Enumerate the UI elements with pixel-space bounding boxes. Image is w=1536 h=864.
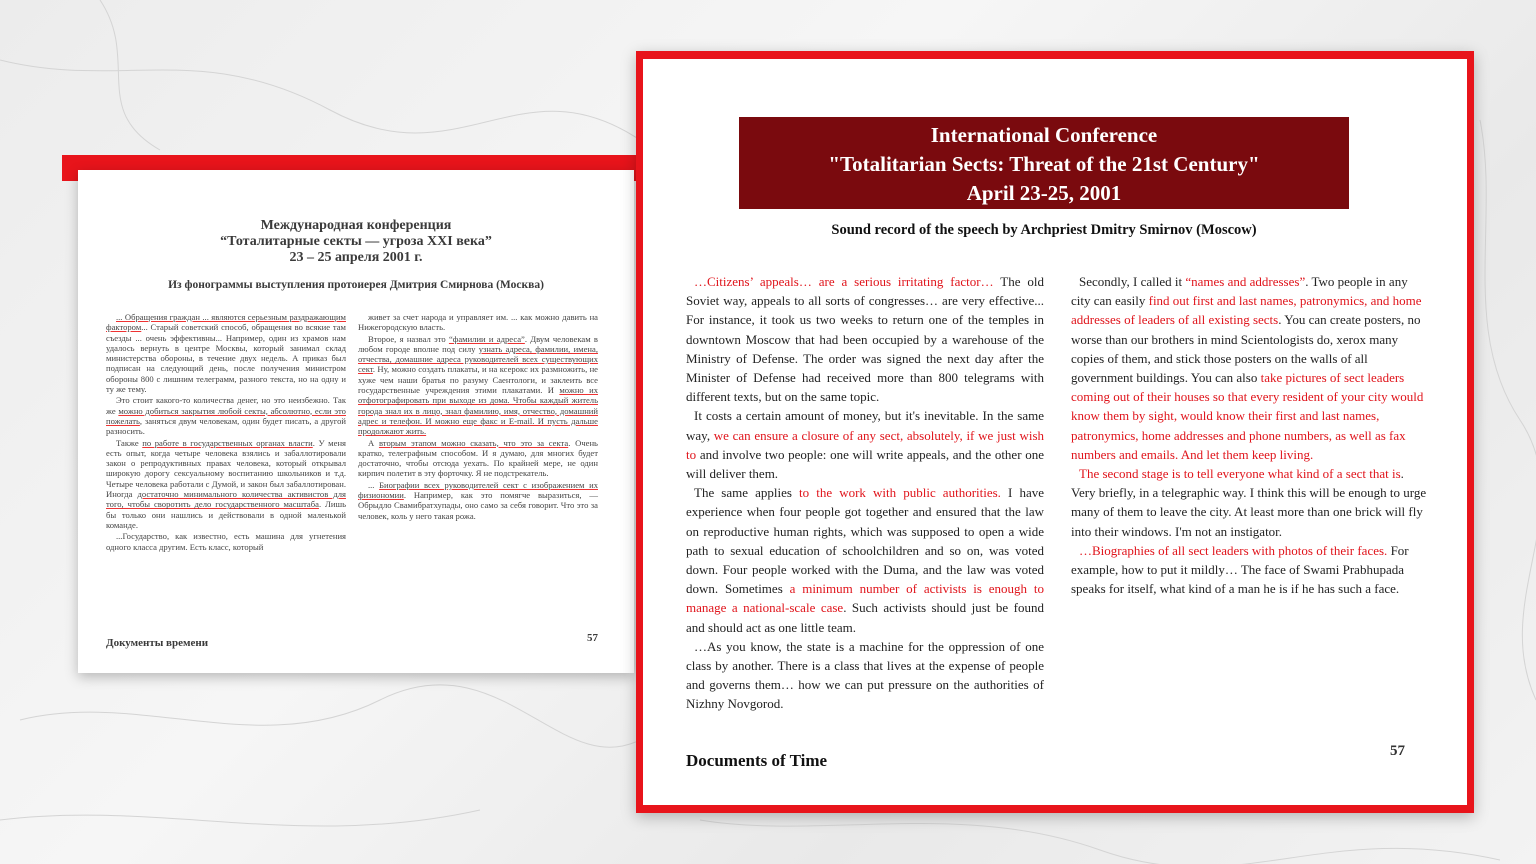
ru-highlight: достаточно минимального количества активистов для того, чтобы своротить дело государственного масштаба — [106, 489, 346, 510]
ru-paragraph — [106, 438, 346, 531]
en-text: . Two people in any city can easily — [1071, 274, 1408, 309]
conference-banner — [739, 117, 1349, 209]
ru-text: живет за счет народа и управляет им. ... как можно давить на Нижегородскую власть. — [358, 312, 598, 333]
en-page-footer: Documents of Time — [686, 751, 828, 770]
ru-paragraph — [106, 395, 346, 436]
en-paragraph — [686, 483, 1044, 637]
ru-text: Также — [116, 437, 143, 448]
en-highlight: we can ensure a closure of any sect, absolutely, if we just wish to — [686, 427, 1044, 462]
en-paragraph — [1071, 272, 1429, 464]
ru-highlight: Биографии всех руководителей сект с изображением их физиономии — [358, 479, 598, 501]
en-highlight: “names and addresses” — [1185, 274, 1306, 289]
ru-column-left — [106, 312, 346, 553]
en-text: …As you know, the state is a machine for the oppression of one class by another. There is a class that lives at the expense of people and governs them… how we can put pressure on the authorities of Nizhny Novgorod. — [686, 638, 1044, 712]
en-highlight: …Biographies of all sect leaders with photos of their faces. — [1079, 542, 1388, 558]
ru-column-right — [358, 312, 598, 522]
en-text: . Very briefly, in a telegraphic way. I think this will be enough to urge many of them to leave the city. At least more than one brick will fly into their windows. I'm not an instigator. — [1071, 466, 1427, 539]
ru-highlight: вторым этапом можно сказать, что это за секта — [378, 437, 569, 448]
ru-page-footer: Документы времени — [106, 637, 209, 649]
ru-paragraph — [358, 334, 598, 437]
ru-text: ...Государство, как известно, есть машина для угнетения одного класса другим. Есть класс, который — [106, 531, 346, 552]
russian-page — [78, 170, 634, 673]
ru-highlight: можно их отфотографировать при выходе из дома. Чтобы каждый житель города знал их в лицо, знал фамилию, имя, отчество, домашний адрес и телефон. И можно еще факс и E-mail. И пусть дальше продолжают жить. — [358, 385, 598, 437]
en-text: The same applies — [694, 485, 800, 501]
ru-subtitle: Из фонограммы выступления протоиерея Дмитрия Смирнова (Москва) — [168, 279, 544, 291]
ru-paragraph — [106, 531, 346, 552]
en-column-right — [1071, 272, 1429, 598]
ru-text: . Например, как это помягче выразиться, — Обрыдло Свамибратхупады, оно само за себя говорит. Что это за человек, коль у него такая рожа. — [358, 490, 598, 521]
en-text: For example, how to put it mildly… The face of Swami Prabhupada speaks for itself, what kind of a man he is if he has such a face. — [1071, 542, 1409, 597]
ru-highlight: узнать адреса, фамилии, имена, отчества, домашние адреса руководителей всех существующих сект — [358, 343, 598, 375]
ru-text: Это стоит какого-то количества денег, но это неизбежно. Так же — [106, 395, 346, 416]
en-text: . Such activists should just be found and should act as one little team. — [686, 600, 1044, 635]
en-text: The old Soviet way, appeals to all sorts of congresses… are very effective... For instance, it took us two weeks to return one of the temples in downtown Moscow that had been occupied by a warehouse of the Ministry of Defense. The order was signed the next day after the Minister of Defense had received more than 800 telegrams with different texts, but on the same topic. — [686, 274, 1044, 405]
en-text: Secondly, I called it — [1079, 274, 1186, 289]
en-highlight: The second stage is to tell everyone what kind of a sect that is — [1079, 466, 1401, 482]
en-highlight: …Citizens’ appeals… are a serious irritating factor… — [694, 274, 994, 289]
en-highlight: to the work with public authorities. — [799, 485, 1001, 501]
ru-title-line-1: Международная конференция — [260, 218, 452, 233]
en-paragraph — [1071, 541, 1429, 599]
banner-line-1: International Conference — [930, 123, 1158, 147]
ru-text: ... Старый советский способ, обращения во всякие там съезды ... очень эффективны... Например, один из храмов нам удалось вернуть в центре Москвы, который занимал склад министерства обороны, в течение двух недель. А приказ был подписан на следующий день, после получения министром обороны 800 с лишним телеграмм, разного текста, но на одну и ту же тему. — [106, 322, 346, 395]
ru-text: . Очень кратко, телеграфным способом. И я думаю, для многих будет достаточно, чтобы отсюда уехать. По крайней мере, не один кирпич полетит в эту форточку. Я не подстрекатель. — [358, 437, 598, 479]
english-page — [643, 59, 1467, 805]
en-subtitle: Sound record of the speech by Archpriest Dmitry Smirnov (Moscow) — [831, 222, 1257, 238]
en-highlight: take pictures of sect leaders coming out of their houses so that every resident of your city would know them by sight, would know their first and last names, patronymics, home addresses and phone numbers, as well as fax numbers and emails. And let them keep living. — [1071, 370, 1424, 462]
ru-highlight: по работе в государственных органах власти — [142, 437, 313, 448]
banner-line-2: "Totalitarian Sects: Threat of the 21st Century" — [828, 152, 1260, 176]
ru-text: . Лишь бы только они нашлись и действовали в одной маленькой команде. — [106, 499, 346, 530]
en-text: . You can create posters, no worse than our brothers in mind Scientologists do, xerox many copies of them, and stick those posters on the walls of all government buildings. You can also — [1071, 312, 1421, 386]
en-paragraph — [686, 406, 1044, 483]
ru-text: А — [368, 437, 379, 448]
en-paragraph — [1071, 464, 1429, 541]
banner-line-3: April 23-25, 2001 — [966, 181, 1122, 205]
ru-highlight: ... Обращения граждан ... являются серьезным раздражающим фактором — [106, 312, 346, 333]
en-text: I have experience when four people got together and ensured that the law on reproductive human rights, which was supposed to open a wide path to sexual education of schoolchildren and so on, was voted down. Four people worked with the Duma, and the law was voted down. Sometimes — [686, 485, 1044, 597]
ru-paragraph — [358, 312, 598, 333]
en-paragraph — [686, 272, 1044, 406]
ru-text: . Ну, можно создать плакаты, и на ксерокс их размножить, не хуже чем наши братья по разуму Саентологи, и заклеить все государственные учреждения этими плакатами. И — [358, 364, 598, 396]
en-highlight: a minimum number of activists is enough to manage a national-scale case — [686, 581, 1044, 616]
ru-text: Второе, я назвал это — [368, 333, 449, 344]
ru-text: . Двум человекам в любом городе вполне под силу — [358, 333, 598, 354]
ru-text: , заняться двум человекам, один будет писать, а другой разносить. — [106, 415, 346, 437]
en-column-left — [686, 272, 1044, 714]
ru-paragraph — [106, 312, 346, 394]
ru-title-line-3: 23 – 25 апреля 2001 г. — [289, 250, 423, 265]
ru-page-number: 57 — [587, 632, 598, 644]
ru-text: . У меня есть опыт, когда четыре человека взялись и забаллотировали закон о репродуктивных правах человека, который открывал широкую дорогу сексуальному воспитанию школьников и т.д. Четыре человека работали с Думой, и закон был забаллотирован. Иногда — [106, 437, 346, 500]
en-text: and involve two people: one will write appeals, and the other one will deliver them. — [686, 446, 1044, 482]
ru-paragraph — [358, 438, 598, 479]
ru-highlight: “фамилии и адреса” — [448, 333, 525, 344]
ru-paragraph — [358, 480, 598, 521]
ru-text: ... — [368, 479, 380, 490]
ru-highlight: можно добиться закрытия любой секты, абсолютно, если это пожелать — [106, 405, 346, 426]
en-text: It costs a certain amount of money, but it's inevitable. In the same way, — [686, 408, 1044, 443]
en-page-number: 57 — [1390, 743, 1405, 759]
en-paragraph — [686, 637, 1044, 714]
en-highlight: find out first and last names, patronymics, and home addresses of leaders of all existing sects — [1071, 293, 1422, 328]
ru-title-line-2: “Тоталитарные секты — угроза XXI века” — [220, 234, 492, 249]
